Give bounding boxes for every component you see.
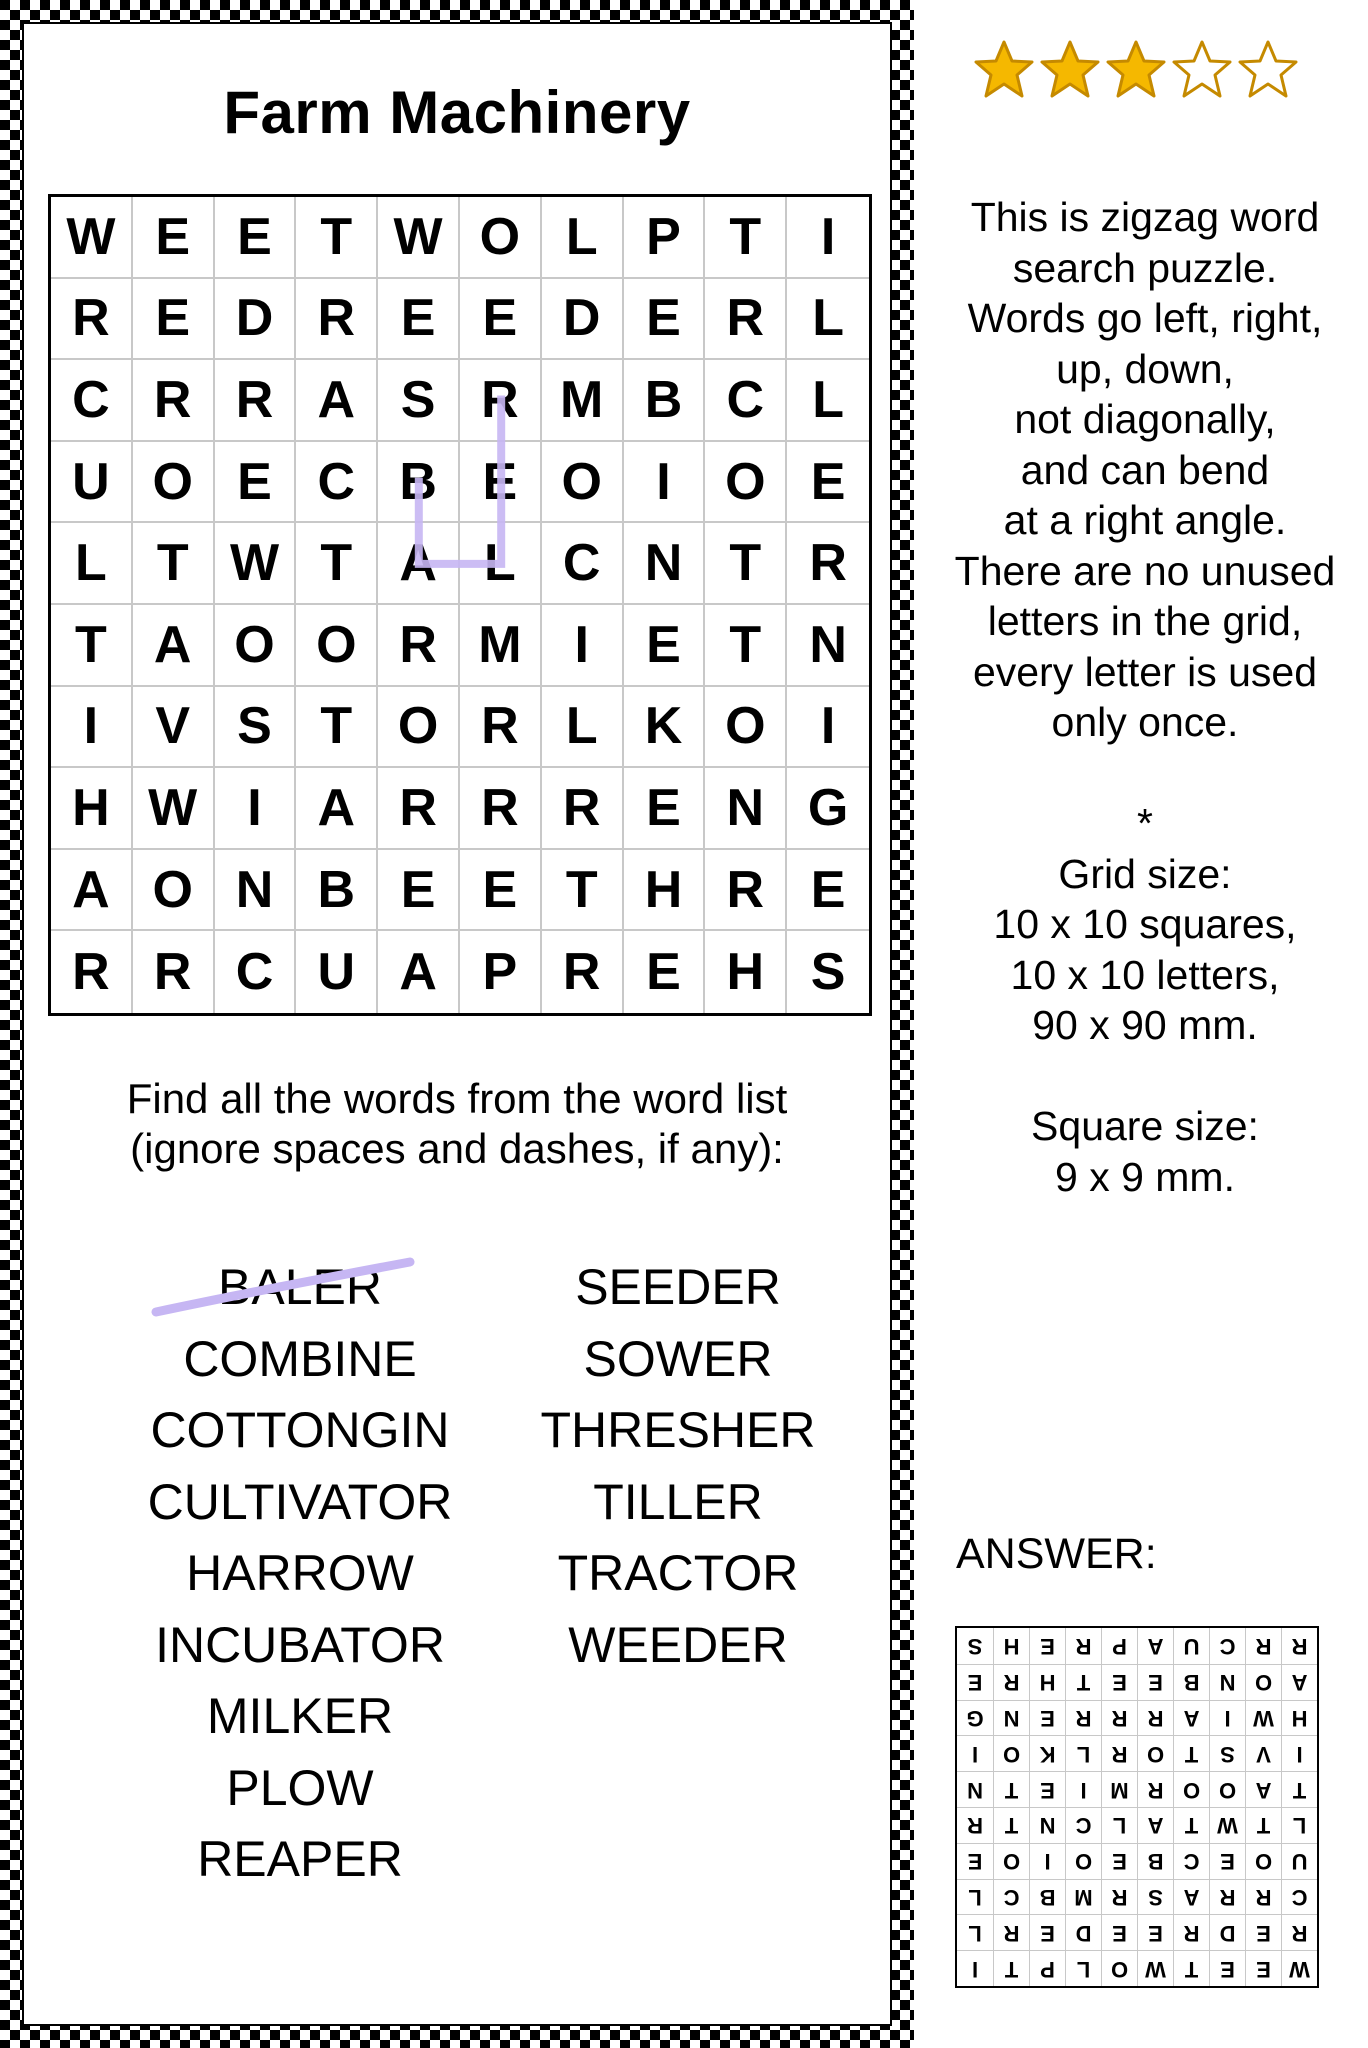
grid-cell-r6-c1[interactable]: V <box>133 687 215 769</box>
answer-cell-r3-c6: O <box>1065 1843 1101 1879</box>
grid-cell-r5-c8[interactable]: T <box>705 605 787 687</box>
rules-line: 9 x 9 mm. <box>1055 1153 1235 1200</box>
answer-cell-r2-c5: R <box>1101 1879 1137 1915</box>
answer-key <box>955 1626 1319 1988</box>
grid-cell-r2-c5[interactable]: R <box>460 360 542 442</box>
grid-cell-r8-c3[interactable]: B <box>296 850 378 932</box>
grid-cell-r0-c1[interactable]: E <box>133 197 215 279</box>
grid-cell-r5-c0[interactable]: T <box>51 605 133 687</box>
answer-cell-r5-c5: M <box>1101 1771 1137 1807</box>
star-empty-icon <box>1236 38 1300 102</box>
grid-cell-r1-c6[interactable]: D <box>542 279 624 361</box>
grid-cell-r7-c2[interactable]: I <box>215 768 297 850</box>
grid-cell-r1-c2[interactable]: D <box>215 279 297 361</box>
grid-cell-r7-c6[interactable]: R <box>542 768 624 850</box>
grid-cell-r6-c6[interactable]: L <box>542 687 624 769</box>
answer-cell-r5-c1: A <box>1245 1771 1281 1807</box>
answer-cell-r2-c4: S <box>1137 1879 1173 1915</box>
answer-cell-r7-c9: G <box>957 1700 993 1736</box>
rules-line: Grid size: <box>1058 850 1232 897</box>
grid-cell-r1-c7[interactable]: E <box>624 279 706 361</box>
answer-cell-r9-c5: P <box>1101 1628 1137 1664</box>
grid-cell-r1-c1[interactable]: E <box>133 279 215 361</box>
grid-cell-r4-c4[interactable]: A <box>378 523 460 605</box>
answer-cell-r6-c2: S <box>1209 1735 1245 1771</box>
star-filled-icon <box>1104 38 1168 102</box>
answer-cell-r4-c7: N <box>1029 1807 1065 1843</box>
answer-cell-r7-c5: R <box>1101 1700 1137 1736</box>
grid-cell-r4-c6[interactable]: C <box>542 523 624 605</box>
grid-cell-r0-c5[interactable]: O <box>460 197 542 279</box>
answer-cell-r5-c2: O <box>1209 1771 1245 1807</box>
grid-cell-r6-c0[interactable]: I <box>51 687 133 769</box>
grid-cell-r0-c9[interactable]: I <box>787 197 869 279</box>
rules-line: 10 x 10 letters, <box>1010 951 1280 998</box>
answer-cell-r8-c1: O <box>1245 1664 1281 1700</box>
answer-cell-r5-c8: T <box>993 1771 1029 1807</box>
grid-cell-r8-c7[interactable]: H <box>624 850 706 932</box>
grid-cell-r2-c3[interactable]: A <box>296 360 378 442</box>
grid-cell-r8-c2[interactable]: N <box>215 850 297 932</box>
word-incubator: INCUBATOR <box>155 1616 445 1673</box>
answer-cell-r4-c0: L <box>1281 1807 1317 1843</box>
answer-grid <box>955 1626 1319 1988</box>
grid-cell-r5-c4[interactable]: R <box>378 605 460 687</box>
answer-cell-r7-c8: N <box>993 1700 1029 1736</box>
grid-cell-r9-c8[interactable]: H <box>705 931 787 1013</box>
answer-cell-r2-c9: L <box>957 1879 993 1915</box>
answer-cell-r0-c9: I <box>957 1950 993 1986</box>
answer-cell-r8-c0: A <box>1281 1664 1317 1700</box>
answer-cell-r7-c6: R <box>1065 1700 1101 1736</box>
answer-cell-r7-c4: R <box>1137 1700 1173 1736</box>
word-sower: SOWER <box>583 1330 773 1387</box>
answer-cell-r6-c7: K <box>1029 1735 1065 1771</box>
grid-cell-r6-c8[interactable]: O <box>705 687 787 769</box>
grid-cell-r7-c7[interactable]: E <box>624 768 706 850</box>
answer-cell-r1-c2: D <box>1209 1914 1245 1950</box>
answer-cell-r7-c0: H <box>1281 1700 1317 1736</box>
grid-cell-r2-c4[interactable]: S <box>378 360 460 442</box>
answer-cell-r1-c8: R <box>993 1914 1029 1950</box>
answer-cell-r3-c5: E <box>1101 1843 1137 1879</box>
answer-cell-r8-c5: E <box>1101 1664 1137 1700</box>
rules-line <box>930 748 1360 799</box>
grid-cell-r3-c2[interactable]: E <box>215 442 297 524</box>
answer-cell-r8-c2: N <box>1209 1664 1245 1700</box>
answer-cell-r8-c3: B <box>1173 1664 1209 1700</box>
grid-cell-r9-c6[interactable]: R <box>542 931 624 1013</box>
word-thresher: THRESHER <box>540 1402 816 1458</box>
word-tractor: TRACTOR <box>557 1545 799 1601</box>
grid-cell-r0-c6[interactable]: L <box>542 197 624 279</box>
rules-text <box>930 192 1360 1202</box>
answer-cell-r3-c2: E <box>1209 1843 1245 1879</box>
grid-cell-r4-c1[interactable]: T <box>133 523 215 605</box>
grid-cell-r5-c7[interactable]: E <box>624 605 706 687</box>
answer-cell-r6-c6: L <box>1065 1735 1101 1771</box>
word-milker: MILKER <box>206 1688 394 1744</box>
rules-line: at a right angle. <box>1003 497 1287 543</box>
grid-cell-r5-c1[interactable]: A <box>133 605 215 687</box>
grid-cell-r9-c1[interactable]: R <box>133 931 215 1013</box>
answer-cell-r6-c0: I <box>1281 1735 1317 1771</box>
answer-cell-r9-c6: R <box>1065 1628 1101 1664</box>
answer-cell-r4-c8: T <box>993 1807 1029 1843</box>
answer-cell-r0-c8: T <box>993 1950 1029 1986</box>
answer-label: ANSWER: <box>956 1530 1157 1578</box>
instructions <box>0 1074 914 1174</box>
grid-cell-r7-c1[interactable]: W <box>133 768 215 850</box>
grid-cell-r2-c2[interactable]: R <box>215 360 297 442</box>
answer-cell-r3-c1: O <box>1245 1843 1281 1879</box>
answer-cell-r5-c0: T <box>1281 1771 1317 1807</box>
answer-cell-r0-c5: O <box>1101 1950 1137 1986</box>
rules-line: 10 x 10 squares, <box>993 901 1297 947</box>
grid-cell-r7-c0[interactable]: H <box>51 768 133 850</box>
answer-cell-r8-c6: T <box>1065 1664 1101 1700</box>
answer-cell-r4-c6: C <box>1065 1807 1101 1843</box>
rules-line: This is zigzag word <box>970 194 1320 240</box>
grid-cell-r9-c2[interactable]: C <box>215 931 297 1013</box>
answer-cell-r1-c9: L <box>957 1914 993 1950</box>
answer-cell-r9-c1: R <box>1245 1628 1281 1664</box>
grid-cell-r2-c6[interactable]: M <box>542 360 624 442</box>
answer-cell-r0-c3: T <box>1173 1950 1209 1986</box>
grid-cell-r4-c5[interactable]: L <box>460 523 542 605</box>
grid-cell-r6-c2[interactable]: S <box>215 687 297 769</box>
answer-cell-r5-c4: R <box>1137 1771 1173 1807</box>
answer-cell-r7-c7: E <box>1029 1700 1065 1736</box>
grid-cell-r8-c4[interactable]: E <box>378 850 460 932</box>
grid-cell-r5-c6[interactable]: I <box>542 605 624 687</box>
answer-cell-r7-c3: A <box>1173 1700 1209 1736</box>
grid-cell-r3-c8[interactable]: O <box>705 442 787 524</box>
answer-cell-r3-c8: O <box>993 1843 1029 1879</box>
answer-cell-r1-c0: R <box>1281 1914 1317 1950</box>
answer-cell-r9-c0: R <box>1281 1628 1317 1664</box>
answer-cell-r0-c7: P <box>1029 1950 1065 1986</box>
grid-cell-r1-c5[interactable]: E <box>460 279 542 361</box>
grid-cell-r7-c4[interactable]: R <box>378 768 460 850</box>
instructions-line-2: (ignore spaces and dashes, if any): <box>130 1125 784 1172</box>
word-harrow: HARROW <box>186 1545 414 1601</box>
word-reaper: REAPER <box>197 1831 403 1887</box>
grid-cell-r9-c7[interactable]: E <box>624 931 706 1013</box>
grid-cell-r7-c8[interactable]: N <box>705 768 787 850</box>
answer-cell-r0-c1: E <box>1245 1950 1281 1986</box>
answer-cell-r9-c3: U <box>1173 1628 1209 1664</box>
answer-cell-r7-c1: W <box>1245 1700 1281 1736</box>
grid-cell-r6-c9[interactable]: I <box>787 687 869 769</box>
word-search-grid[interactable] <box>48 194 872 1016</box>
rules-line: * <box>1137 800 1153 846</box>
answer-cell-r0-c4: W <box>1137 1950 1173 1986</box>
word-baler: BALER <box>218 1259 382 1315</box>
answer-cell-r1-c5: E <box>1101 1914 1137 1950</box>
grid-cell-r8-c0[interactable]: A <box>51 850 133 932</box>
grid-cell-r3-c9[interactable]: E <box>787 442 869 524</box>
grid-cell-r7-c9[interactable]: G <box>787 768 869 850</box>
answer-cell-r5-c3: O <box>1173 1771 1209 1807</box>
answer-cell-r9-c2: C <box>1209 1628 1245 1664</box>
grid-cell-r6-c7[interactable]: K <box>624 687 706 769</box>
answer-cell-r3-c0: U <box>1281 1843 1317 1879</box>
grid-cell-r4-c7[interactable]: N <box>624 523 706 605</box>
answer-cell-r1-c1: E <box>1245 1914 1281 1950</box>
grid-cell-r9-c0[interactable]: R <box>51 931 133 1013</box>
answer-cell-r2-c2: R <box>1209 1879 1245 1915</box>
grid-cell-r1-c9[interactable]: L <box>787 279 869 361</box>
grid-cell-r9-c4[interactable]: A <box>378 931 460 1013</box>
grid-cell-r4-c2[interactable]: W <box>215 523 297 605</box>
word-combine: COMBINE <box>183 1330 417 1387</box>
grid-cell-r1-c0[interactable]: R <box>51 279 133 361</box>
rules-line: up, down, <box>1056 345 1234 392</box>
answer-cell-r3-c4: B <box>1137 1843 1173 1879</box>
grid-cell-r3-c5[interactable]: E <box>460 442 542 524</box>
grid-cell-r3-c3[interactable]: C <box>296 442 378 524</box>
answer-cell-r1-c3: R <box>1173 1914 1209 1950</box>
grid-cell-r9-c5[interactable]: P <box>460 931 542 1013</box>
grid-cell-r3-c7[interactable]: I <box>624 442 706 524</box>
answer-cell-r4-c5: L <box>1101 1807 1137 1843</box>
grid-cell-r4-c8[interactable]: T <box>705 523 787 605</box>
grid-cell-r9-c3[interactable]: U <box>296 931 378 1013</box>
puzzle-title: Farm Machinery <box>223 79 691 146</box>
answer-cell-r2-c6: M <box>1065 1879 1101 1915</box>
answer-cell-r1-c6: D <box>1065 1914 1101 1950</box>
answer-cell-r8-c4: E <box>1137 1664 1173 1700</box>
answer-cell-r0-c6: L <box>1065 1950 1101 1986</box>
grid-cell-r8-c6[interactable]: T <box>542 850 624 932</box>
word-tiller: TILLER <box>593 1473 763 1530</box>
grid-cell-r0-c0[interactable]: W <box>51 197 133 279</box>
answer-cell-r2-c7: B <box>1029 1879 1065 1915</box>
answer-cell-r9-c7: E <box>1029 1628 1065 1664</box>
grid-cell-r3-c4[interactable]: B <box>378 442 460 524</box>
grid-cell-r4-c9[interactable]: R <box>787 523 869 605</box>
answer-cell-r9-c8: H <box>993 1628 1029 1664</box>
answer-cell-r8-c8: R <box>993 1664 1029 1700</box>
grid-cell-r8-c8[interactable]: R <box>705 850 787 932</box>
grid-cell-r3-c1[interactable]: O <box>133 442 215 524</box>
answer-cell-r6-c3: T <box>1173 1735 1209 1771</box>
grid-cell-r1-c8[interactable]: R <box>705 279 787 361</box>
answer-cell-r2-c0: C <box>1281 1879 1317 1915</box>
answer-cell-r3-c9: E <box>957 1843 993 1879</box>
word-weeder: WEEDER <box>568 1616 788 1673</box>
grid-cell-r6-c5[interactable]: R <box>460 687 542 769</box>
grid-cell-r2-c7[interactable]: B <box>624 360 706 442</box>
answer-cell-r4-c2: W <box>1209 1807 1245 1843</box>
grid-cell-r6-c3[interactable]: T <box>296 687 378 769</box>
grid-cell-r6-c4[interactable]: O <box>378 687 460 769</box>
rules-line: 90 x 90 mm. <box>1032 1002 1258 1048</box>
star-filled-icon <box>1038 38 1102 102</box>
grid-cell-r0-c4[interactable]: W <box>378 197 460 279</box>
answer-cell-r9-c4: A <box>1137 1628 1173 1664</box>
answer-cell-r6-c4: O <box>1137 1735 1173 1771</box>
answer-cell-r1-c7: E <box>1029 1914 1065 1950</box>
rules-line <box>930 1051 1360 1102</box>
answer-cell-r5-c9: N <box>957 1771 993 1807</box>
grid-cell-r8-c1[interactable]: O <box>133 850 215 932</box>
grid-cell-r1-c3[interactable]: R <box>296 279 378 361</box>
rules-line: There are no unused <box>954 547 1336 594</box>
word-list-left <box>100 1259 500 1906</box>
grid-cell-r0-c8[interactable]: T <box>705 197 787 279</box>
answer-cell-r2-c1: R <box>1245 1879 1281 1915</box>
grid-cell-r5-c2[interactable]: O <box>215 605 297 687</box>
answer-cell-r4-c4: A <box>1137 1807 1173 1843</box>
answer-cell-r0-c0: W <box>1281 1950 1317 1986</box>
grid-cell-r5-c5[interactable]: M <box>460 605 542 687</box>
answer-cell-r7-c2: I <box>1209 1700 1245 1736</box>
rules-line: only once. <box>1051 699 1239 745</box>
grid-cell-r0-c7[interactable]: P <box>624 197 706 279</box>
word-seeder: SEEDER <box>575 1259 781 1315</box>
answer-cell-r4-c1: T <box>1245 1807 1281 1843</box>
answer-cell-r5-c7: E <box>1029 1771 1065 1807</box>
rules-line: search puzzle. <box>1012 244 1278 291</box>
answer-cell-r6-c9: I <box>957 1735 993 1771</box>
grid-cell-r5-c3[interactable]: O <box>296 605 378 687</box>
answer-cell-r8-c9: E <box>957 1664 993 1700</box>
grid-cell-r5-c9[interactable]: N <box>787 605 869 687</box>
instructions-line-1: Find all the words from the word list <box>126 1075 788 1122</box>
rules-line: Words go left, right, <box>967 295 1323 341</box>
answer-cell-r9-c9: S <box>967 1633 983 1659</box>
answer-cell-r2-c3: A <box>1173 1879 1209 1915</box>
rules-line: Square size: <box>1031 1103 1259 1149</box>
grid-cell-r2-c9[interactable]: L <box>787 360 869 442</box>
grid-cell-r2-c8[interactable]: C <box>705 360 787 442</box>
rules-line: not diagonally, <box>1014 396 1276 442</box>
answer-cell-r3-c7: I <box>1029 1843 1065 1879</box>
answer-cell-r8-c7: H <box>1029 1664 1065 1700</box>
answer-cell-r2-c8: C <box>993 1879 1029 1915</box>
grid-cell-r1-c4[interactable]: E <box>378 279 460 361</box>
answer-cell-r3-c3: C <box>1173 1843 1209 1879</box>
rules-line: every letter is used <box>972 648 1318 695</box>
answer-cell-r0-c2: E <box>1209 1950 1245 1986</box>
answer-cell-r5-c6: I <box>1065 1771 1101 1807</box>
answer-cell-r4-c9: R <box>957 1807 993 1843</box>
answer-cell-r6-c1: V <box>1245 1735 1281 1771</box>
star-empty-icon <box>1170 38 1234 102</box>
grid-cell-r7-c3[interactable]: A <box>296 768 378 850</box>
grid-cell-r3-c6[interactable]: O <box>542 442 624 524</box>
grid-cell-r0-c3[interactable]: T <box>296 197 378 279</box>
grid-cell-r0-c2[interactable]: E <box>215 197 297 279</box>
word-cultivator: CULTIVATOR <box>147 1473 453 1530</box>
grid-cell-r2-c1[interactable]: R <box>133 360 215 442</box>
answer-cell-r4-c3: T <box>1173 1807 1209 1843</box>
grid-cell-r8-c5[interactable]: E <box>460 850 542 932</box>
grid-cell-r4-c3[interactable]: T <box>296 523 378 605</box>
rules-line: letters in the grid, <box>987 598 1303 644</box>
difficulty-rating <box>972 38 1300 102</box>
grid-cell-r4-c0[interactable]: L <box>51 523 133 605</box>
grid-cell-r9-c9[interactable]: S <box>810 943 846 1002</box>
word-plow: PLOW <box>226 1759 374 1816</box>
grid-cell-r8-c9[interactable]: E <box>787 850 869 932</box>
grid-cell-r3-c0[interactable]: U <box>51 442 133 524</box>
answer-cell-r6-c5: R <box>1101 1735 1137 1771</box>
rules-line: and can bend <box>1020 446 1270 493</box>
grid-cell-r2-c0[interactable]: C <box>51 360 133 442</box>
word-list-right <box>478 1259 878 1691</box>
star-filled-icon <box>972 38 1036 102</box>
answer-cell-r1-c4: E <box>1137 1914 1173 1950</box>
grid-cell-r7-c5[interactable]: R <box>460 768 542 850</box>
word-cottongin: COTTONGIN <box>150 1402 450 1458</box>
answer-cell-r6-c8: O <box>993 1735 1029 1771</box>
